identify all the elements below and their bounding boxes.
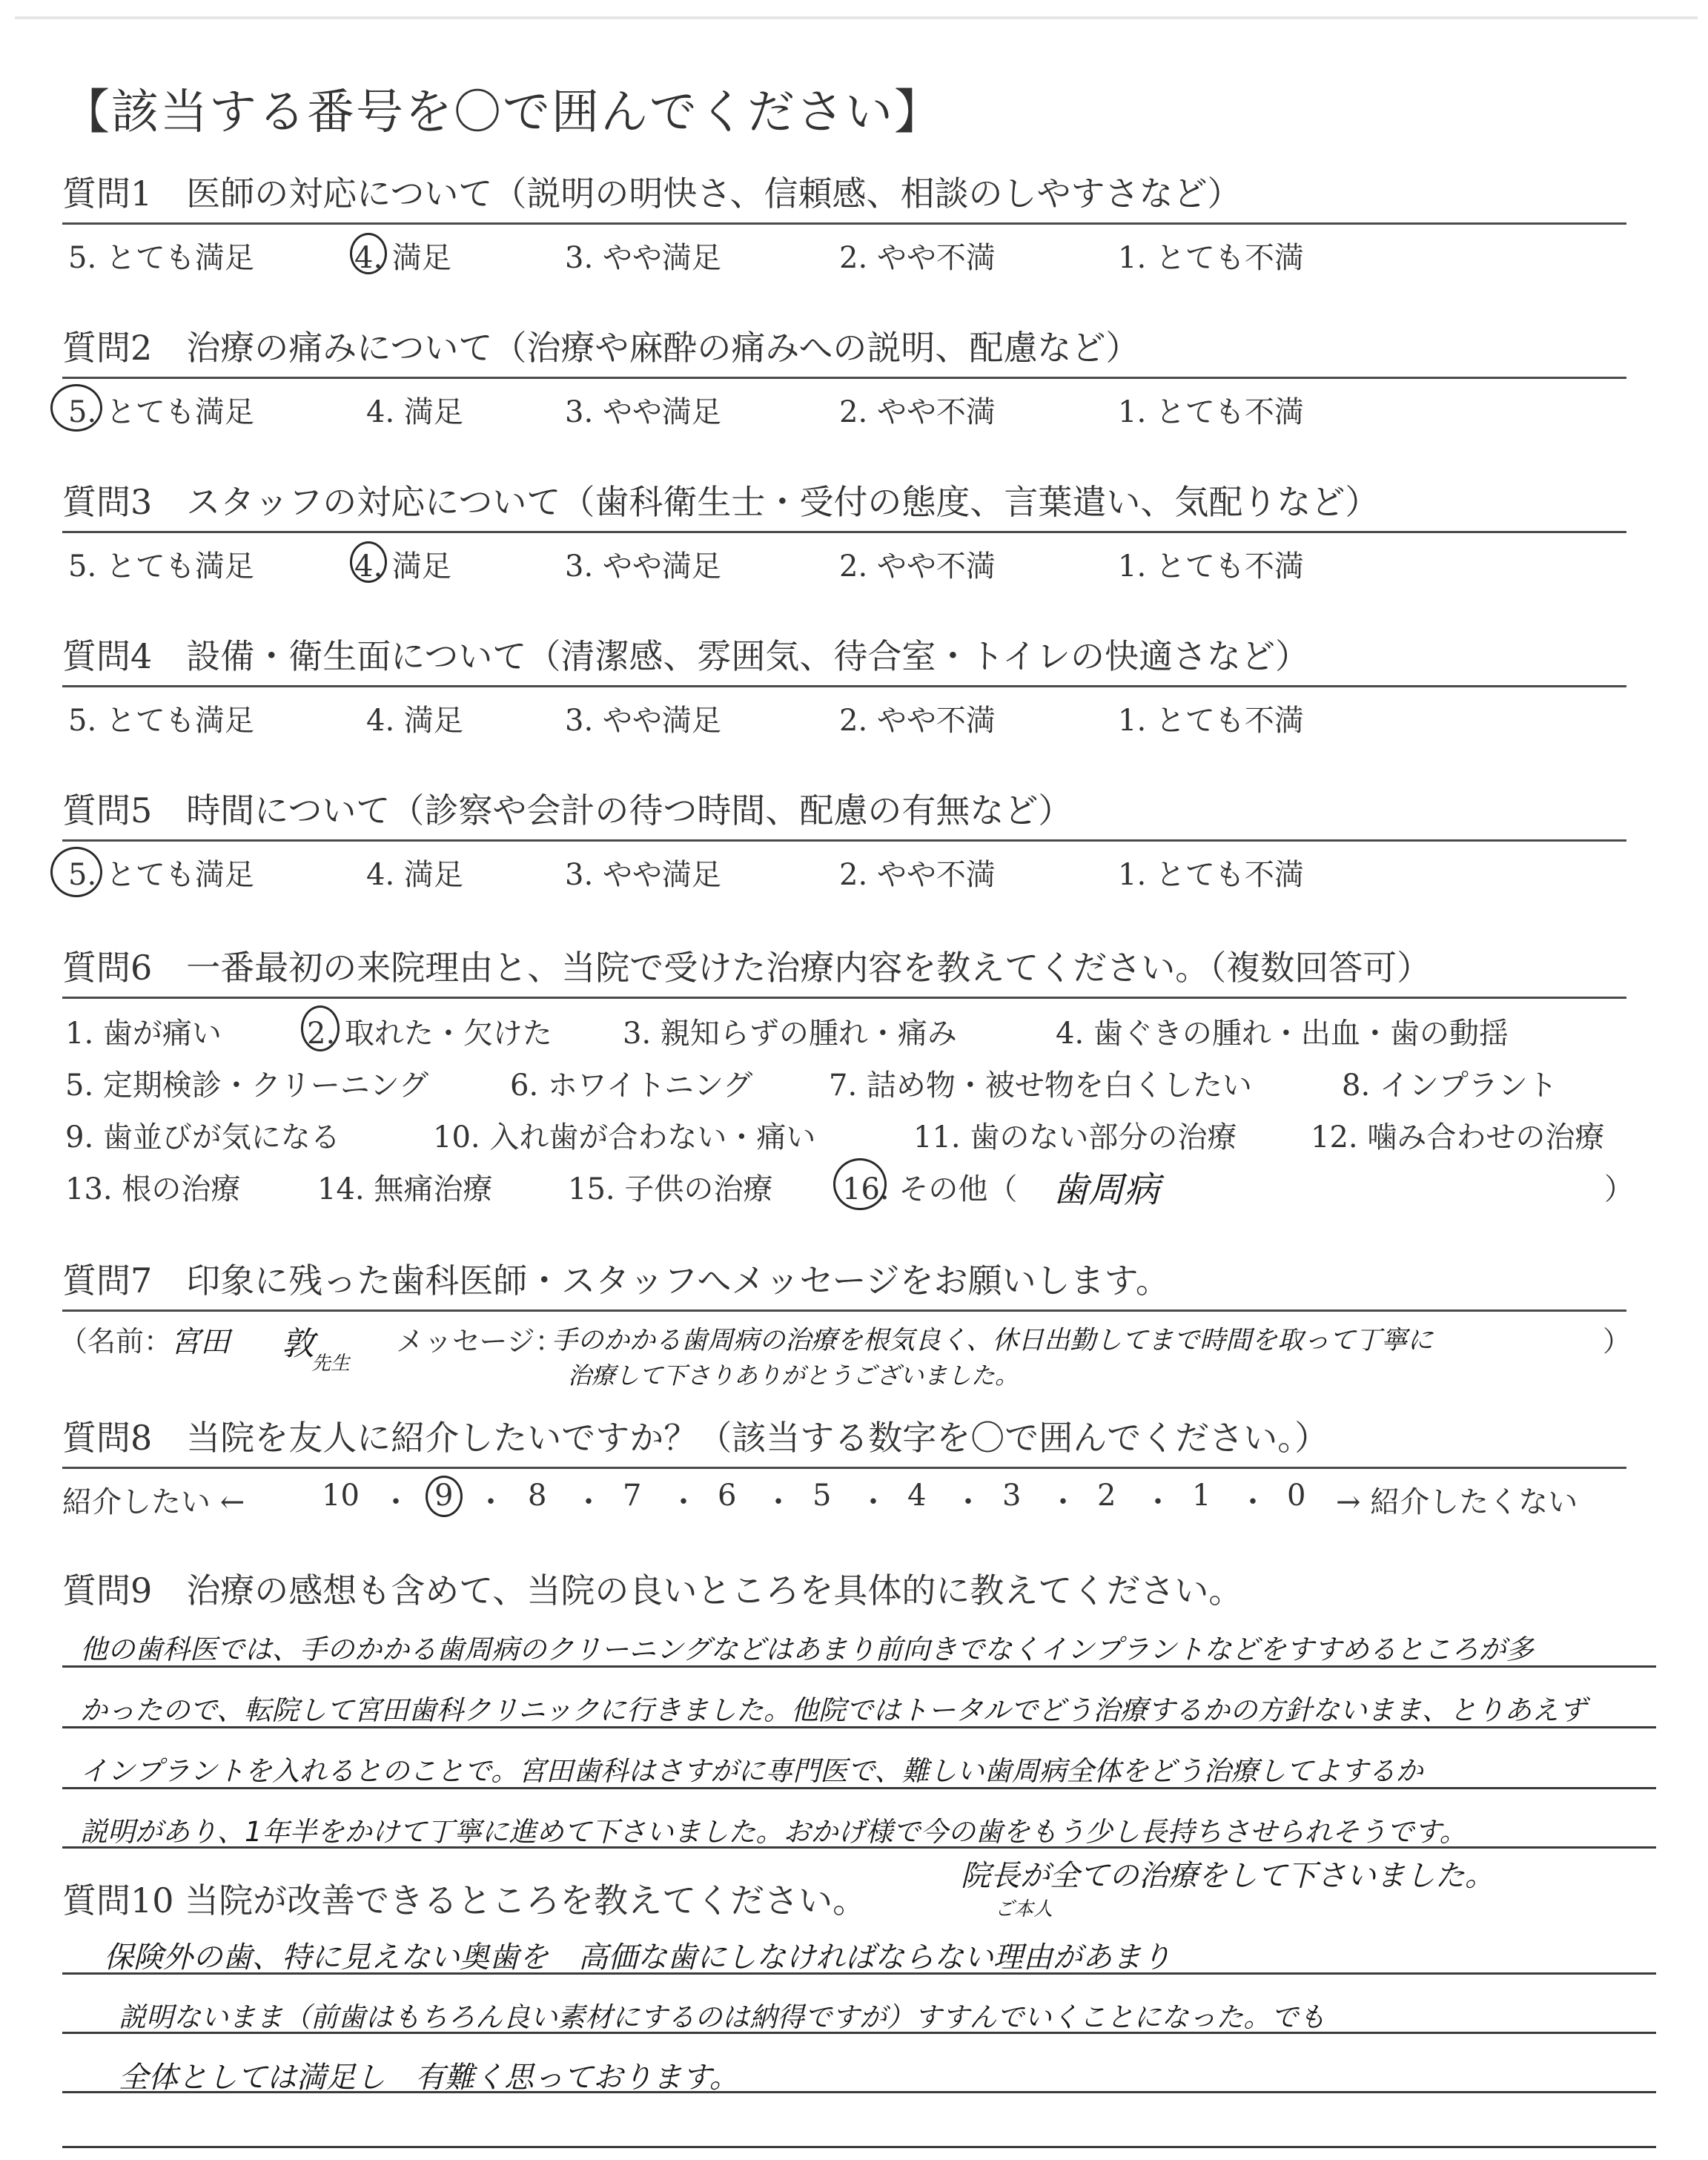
option-1[interactable]: 1. とても不満: [1118, 395, 1304, 429]
scale-1[interactable]: 1: [1192, 1479, 1211, 1513]
scale-dot: ・: [858, 1485, 888, 1519]
scale-4[interactable]: 4: [907, 1479, 927, 1513]
option-5[interactable]: 5. とても満足: [68, 704, 254, 738]
question-title: 質問4 設備・衛生面について（清潔感、雰囲気、待合室・トイレの快適さなど）: [62, 636, 1310, 676]
option-1[interactable]: 1. とても不満: [1118, 704, 1304, 738]
question-title: 質問8 当院を友人に紹介したいですか？（該当する数字を〇で囲んでください。）: [62, 1418, 1329, 1458]
question-6-options: [62, 1003, 1634, 1211]
q7-message-block: [59, 1318, 1638, 1400]
name-value: 宮田: [171, 1325, 230, 1359]
q6-option-15[interactable]: 15. 子供の治療: [568, 1172, 773, 1206]
question-8: [62, 1413, 1626, 1462]
scale-dot: ・: [1048, 1485, 1078, 1519]
question-2-options: [62, 381, 1626, 433]
option-5[interactable]: 5. とても満足: [68, 549, 254, 584]
q6-option-14[interactable]: 14. 無痛治療: [317, 1172, 493, 1206]
q6-option-10[interactable]: 10. 入れ歯が合わない・痛い: [433, 1120, 816, 1155]
option-2[interactable]: 2. やや不満: [839, 704, 996, 738]
message-line-2: 治療して下さりありがとうございました。: [568, 1361, 1019, 1390]
rule-line: [62, 222, 1626, 225]
question-3-options: [62, 535, 1626, 587]
question-title: 質問2 治療の痛みについて（治療や麻酔の痛みへの説明、配慮など）: [62, 328, 1140, 368]
option-2[interactable]: 2. やや不満: [839, 241, 996, 275]
question-title: 質問6 一番最初の来院理由と、当院で受けた治療内容を教えてください。（複数回答可）: [62, 948, 1431, 988]
q6-option-5[interactable]: 5. 定期検診・クリーニング: [65, 1069, 429, 1103]
selection-circle: [301, 1005, 340, 1051]
q9-answer-line-1: 他の歯科医では、手のかかる歯周病のクリーニングなどはあまり前向きでなくインプラントなどをすすめるところが多: [80, 1634, 1534, 1665]
q6-option-16[interactable]: 16. その他（: [842, 1172, 1018, 1206]
selection-circle: [50, 847, 102, 897]
q10-answer-line-1: 保険外の歯、特に見えない奥歯を 高価な歯にしなければならない理由があまり: [104, 1941, 1171, 1975]
scale-7[interactable]: 7: [623, 1479, 642, 1513]
option-5[interactable]: 5. とても満足: [68, 395, 254, 429]
scale-5[interactable]: 5: [812, 1479, 832, 1513]
option-4[interactable]: 4. 満足: [354, 241, 451, 275]
option-2[interactable]: 2. やや不満: [839, 395, 996, 429]
q9-answer-line-4: 説明があり、1年半をかけて丁寧に進めて下さいました。おかげ様で今の歯をもう少し長持ちさせられそうです。: [80, 1816, 1467, 1848]
q6-option-3[interactable]: 3. 親知らずの腫れ・痛み: [623, 1017, 957, 1051]
rule-line: [62, 531, 1626, 533]
option-4[interactable]: 4. 満足: [366, 858, 463, 892]
close-paren: ）: [1604, 1172, 1634, 1206]
q6-option-13[interactable]: 13. 根の治療: [65, 1172, 241, 1206]
rule-line: [62, 839, 1626, 842]
scan-edge-line: [15, 16, 1698, 19]
selection-circle: [50, 384, 102, 432]
scale-0[interactable]: 0: [1287, 1479, 1306, 1513]
close-paren: ）: [1603, 1325, 1632, 1358]
option-1[interactable]: 1. とても不満: [1118, 241, 1304, 275]
q6-option-7[interactable]: 7. 詰め物・被せ物を白くしたい: [829, 1069, 1252, 1103]
rule-line: [62, 1309, 1626, 1312]
scale-9[interactable]: 9: [434, 1479, 454, 1513]
question-title: 質問10 当院が改善できるところを教えてください。: [62, 1880, 867, 1920]
q10-answer-line-3: 全体としては満足し 有難く思っております。: [119, 2061, 739, 2095]
question-1: [62, 169, 1626, 218]
question-title: 質問7 印象に残った歯科医師・スタッフへメッセージをお願いします。: [62, 1261, 1170, 1301]
option-3[interactable]: 3. やや満足: [565, 858, 721, 892]
option-3[interactable]: 3. やや満足: [565, 704, 721, 738]
q6-option-6[interactable]: 6. ホワイトニング: [510, 1069, 753, 1103]
name-suffix: 先生: [311, 1353, 351, 1375]
rule-line: [62, 377, 1626, 379]
option-2[interactable]: 2. やや不満: [839, 858, 996, 892]
name-label: （名前：: [59, 1325, 173, 1358]
question-title: 質問9 治療の感想も含めて、当院の良いところを具体的に教えてください。: [62, 1571, 1243, 1611]
q6-option-12[interactable]: 12. 噛み合わせの治療: [1311, 1120, 1605, 1155]
question-2: [62, 323, 1626, 372]
option-4[interactable]: 4. 満足: [366, 704, 463, 738]
q6-option-8[interactable]: 8. インプラント: [1342, 1069, 1558, 1103]
option-2[interactable]: 2. やや不満: [839, 549, 996, 584]
option-5[interactable]: 5. とても満足: [68, 858, 254, 892]
name-value-2: 敦: [282, 1325, 314, 1363]
question-6: [62, 943, 1626, 992]
rule-line: [62, 1467, 1626, 1469]
question-3: [62, 478, 1626, 526]
q10-note-sub: ご本人: [995, 1898, 1053, 1920]
question-1-options: [62, 227, 1626, 279]
q6-option-11[interactable]: 11. 歯のない部分の治療: [913, 1120, 1237, 1155]
question-4: [62, 632, 1626, 681]
q6-option-2[interactable]: 2. 取れた・欠けた: [307, 1017, 552, 1051]
rule-line: [62, 997, 1626, 999]
option-3[interactable]: 3. やや満足: [565, 395, 721, 429]
option-1[interactable]: 1. とても不満: [1118, 858, 1304, 892]
selection-circle: [426, 1476, 463, 1517]
option-3[interactable]: 3. やや満足: [565, 549, 721, 584]
question-4-options: [62, 690, 1626, 742]
scale-6[interactable]: 6: [718, 1479, 737, 1513]
scale-dot: ・: [1143, 1485, 1173, 1519]
option-3[interactable]: 3. やや満足: [565, 241, 721, 275]
option-1[interactable]: 1. とても不満: [1118, 549, 1304, 584]
scale-dot: ・: [476, 1485, 506, 1519]
q8-scale: [62, 1471, 1626, 1523]
q10-answer-line-2: 説明ないまま（前歯はもちろん良い素材にするのは納得ですが）すすんでいくことになった。でも: [119, 2001, 1326, 2033]
q9-answer-line-3: インプラントを入れるとのことで。宮田歯科はさすがに専門医で、難しい歯周病全体をどう治療してよするか: [80, 1755, 1423, 1787]
q10-note-line: 院長が全ての治療をして下さいました。: [961, 1859, 1494, 1893]
scale-dot: ・: [574, 1485, 603, 1519]
scale-8[interactable]: 8: [528, 1479, 547, 1513]
selection-circle: [350, 233, 387, 274]
rule-line: [62, 685, 1626, 687]
scale-dot: ・: [764, 1485, 793, 1519]
question-5-options: [62, 844, 1626, 896]
question-5: [62, 786, 1626, 835]
scale-2[interactable]: 2: [1097, 1479, 1116, 1513]
q6-option-9[interactable]: 9. 歯並びが気になる: [65, 1120, 340, 1155]
option-5[interactable]: 5. とても満足: [68, 241, 254, 275]
other-value-handwritten: 歯周病: [1053, 1169, 1160, 1211]
question-title: 質問5 時間について（診察や会計の待つ時間、配慮の有無など）: [62, 790, 1073, 830]
q6-option-1[interactable]: 1. 歯が痛い: [65, 1017, 222, 1051]
q9-answer-line-2: かったので、転院して宮田歯科クリニックに行きました。他院ではトータルでどう治療するかの方針ないまま、とりあえず: [80, 1694, 1587, 1726]
question-9: [62, 1566, 1626, 1615]
message-label: メッセージ：: [396, 1325, 563, 1358]
scale-dot: ・: [381, 1485, 411, 1519]
question-7: [62, 1256, 1626, 1305]
scale-3[interactable]: 3: [1002, 1479, 1022, 1513]
page-header: 【該当する番号を〇で囲んでください】: [62, 85, 943, 140]
question-title: 質問1 医師の対応について（説明の明快さ、信頼感、相談のしやすさなど）: [62, 174, 1242, 214]
question-title: 質問3 スタッフの対応について（歯科衛生士・受付の態度、言葉遣い、気配りなど）: [62, 482, 1380, 522]
scale-10[interactable]: 10: [322, 1479, 360, 1513]
selection-circle: [833, 1158, 887, 1210]
answer-line: [62, 2146, 1656, 2148]
option-4[interactable]: 4. 満足: [366, 395, 463, 429]
scale-dot: ・: [953, 1485, 983, 1519]
option-4[interactable]: 4. 満足: [354, 549, 451, 584]
message-line-1: 手のかかる歯周病の治療を根気良く、休日出勤してまで時間を取って丁寧に: [552, 1326, 1434, 1355]
scale-left-label: 紹介したい ←: [62, 1485, 245, 1519]
q6-option-4[interactable]: 4. 歯ぐきの腫れ・出血・歯の動揺: [1056, 1017, 1509, 1051]
scale-right-label: → 紹介したくない: [1336, 1485, 1578, 1519]
selection-circle: [350, 541, 387, 583]
scale-dot: ・: [1238, 1485, 1268, 1519]
scale-dot: ・: [669, 1485, 698, 1519]
